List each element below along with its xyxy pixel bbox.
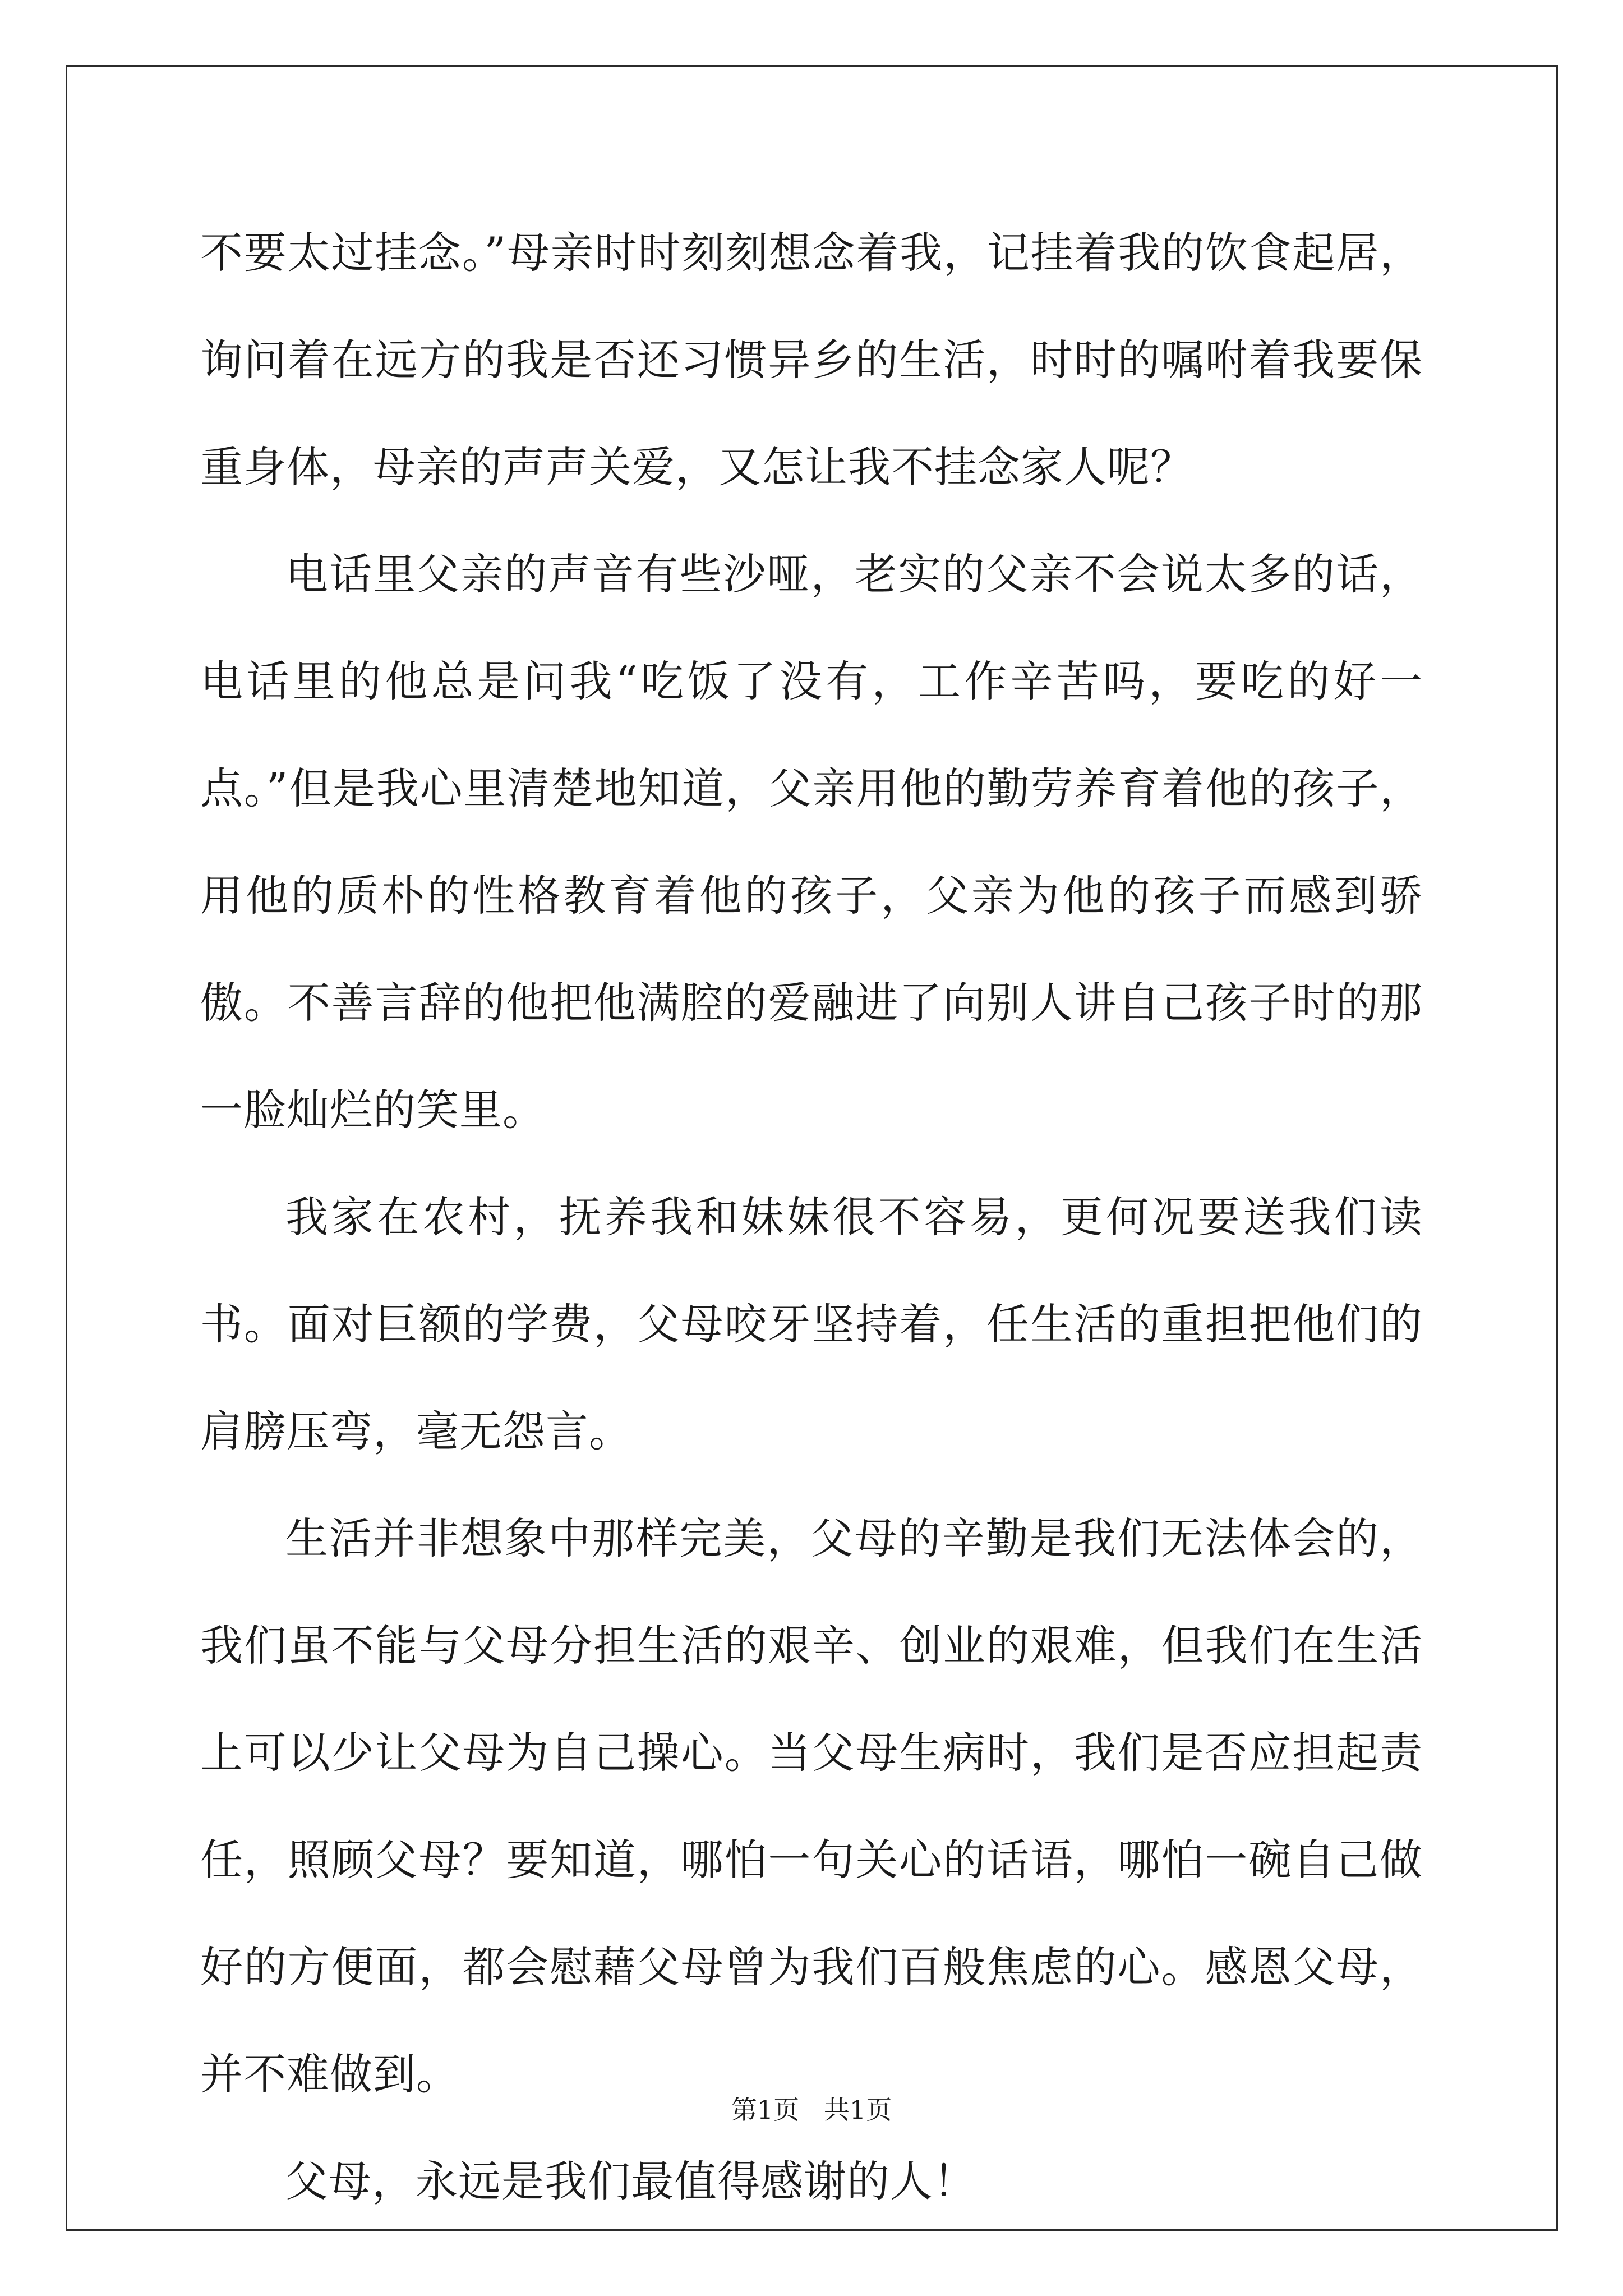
- document-body: [200, 199, 1423, 2235]
- paragraph-3: 我家在农村，抚养我和妹妹很不容易，更何况要送我们读书。面对巨额的学费，父母咬牙坚持着，任生活的重担把他们的肩膀压弯，毫无怨言。: [200, 1192, 1423, 1456]
- page-footer: 第1页 共1页: [731, 2095, 892, 2125]
- paragraph-2: 电话里父亲的声音有些沙哑，老实的父亲不会说太多的话，电话里的他总是问我“吃饭了没有，工作辛苦吗，要吃的好一点。”但是我心里清楚地知道，父亲用他的勤劳养育着他的孩子，用他的质朴的性格教育着他的孩子，父亲为他的孩子而感到骄傲。不善言辞的他把他满腔的爱融进了向别人讲自己孩子时的那一脸灿烂的笑里。: [200, 549, 1423, 1135]
- paragraph-4: 生活并非想象中那样完美，父母的辛勤是我们无法体会的，我们虽不能与父母分担生活的艰辛、创业的艰难，但我们在生活上可以少让父母为自己操心。当父母生病时，我们是否应担起责任，照顾父母？要知道，哪怕一句关心的话语，哪怕一碗自己做好的方便面，都会慰藉父母曾为我们百般焦虑的心。感恩父母，并不难做到。: [200, 1513, 1423, 2099]
- paragraph-1: 不要太过挂念。”母亲时时刻刻想念着我，记挂着我的饮食起居，询问着在远方的我是否还习惯异乡的生活，时时的嘱咐着我要保重身体，母亲的声声关爱，又怎让我不挂念家人呢？: [200, 228, 1423, 492]
- paragraph-5: 父母，永远是我们最值得感谢的人！: [285, 2156, 976, 2206]
